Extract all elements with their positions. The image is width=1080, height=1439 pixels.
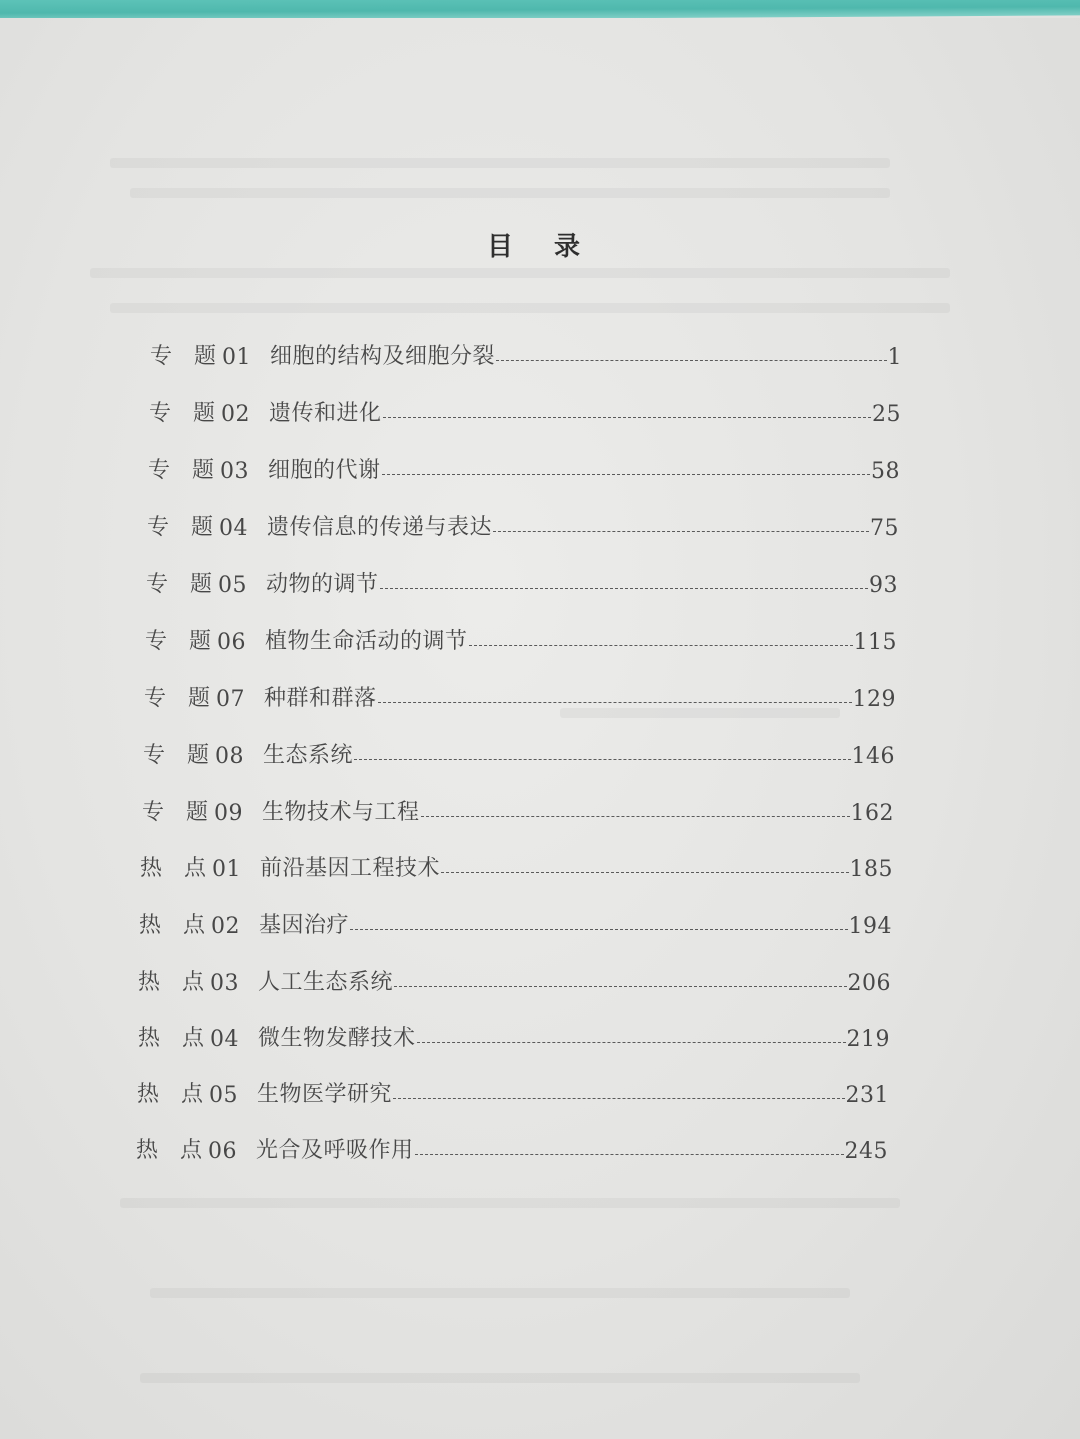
toc-entry-kind: 专 <box>147 515 170 540</box>
toc-entry-title: 微生物发酵技术 <box>258 1026 416 1051</box>
toc-entry-kind: 专 <box>146 572 169 597</box>
toc-entry-title: 种群和群落 <box>264 686 377 711</box>
toc-entry-page: 245 <box>844 1139 888 1164</box>
toc-entry[interactable] <box>142 790 894 826</box>
toc-entry[interactable] <box>143 733 895 769</box>
dot-leader <box>496 360 886 361</box>
toc-entry-page: 75 <box>870 516 899 541</box>
dot-leader <box>378 702 852 703</box>
toc-entry-number: 04 <box>210 1027 239 1052</box>
dot-leader <box>417 1042 846 1043</box>
toc-entry-page: 219 <box>846 1027 890 1052</box>
dot-leader <box>380 588 868 589</box>
toc-entry-page: 115 <box>853 630 897 655</box>
toc-entry-kind-2: 点 <box>182 970 205 995</box>
toc-entry-kind: 专 <box>148 458 171 483</box>
toc-entry-number: 01 <box>212 857 241 882</box>
toc-entry[interactable] <box>136 1128 888 1164</box>
toc-entry-title: 植物生命活动的调节 <box>265 629 468 654</box>
toc-entry-page: 25 <box>872 402 901 427</box>
toc-entry-kind-2: 点 <box>183 913 206 938</box>
toc-entry-kind-2: 题 <box>187 743 210 768</box>
toc-entry-number: 05 <box>218 573 247 598</box>
dot-leader <box>354 759 850 760</box>
toc-entry-number: 04 <box>219 516 248 541</box>
toc-entry-kind: 热 <box>139 913 162 938</box>
toc-entry-page: 231 <box>845 1083 889 1108</box>
dot-leader <box>383 417 871 418</box>
toc-entry-page: 162 <box>850 801 894 826</box>
toc-entry-kind: 热 <box>138 1026 161 1051</box>
toc-entry-number: 01 <box>222 345 251 370</box>
toc-entry-page: 1 <box>887 345 902 370</box>
toc-entry-kind-2: 题 <box>192 458 215 483</box>
toc-entry-number: 05 <box>209 1083 238 1108</box>
toc-entry-title: 基因治疗 <box>259 913 350 938</box>
dot-leader <box>421 816 850 817</box>
dot-leader <box>469 645 853 646</box>
toc-entry-title: 遗传信息的传递与表达 <box>267 515 493 540</box>
toc-entry[interactable] <box>147 505 899 541</box>
toc-entry-kind: 热 <box>138 970 161 995</box>
toc-entry[interactable] <box>139 903 892 939</box>
toc-entry-title: 前沿基因工程技术 <box>260 856 441 881</box>
toc-entry[interactable] <box>138 960 891 996</box>
toc-entry-title: 光合及呼吸作用 <box>256 1138 414 1163</box>
toc-entry-kind-2: 题 <box>189 629 212 654</box>
dot-leader <box>393 1098 844 1099</box>
toc-entry-title: 动物的调节 <box>266 572 379 597</box>
toc-entry-kind-2: 点 <box>184 856 207 881</box>
toc-entry-number: 06 <box>217 630 246 655</box>
toc-entry-kind: 专 <box>143 743 166 768</box>
toc-entry-kind: 热 <box>136 1138 159 1163</box>
toc-entry-kind: 专 <box>145 629 168 654</box>
toc-entry-title: 人工生态系统 <box>258 970 394 995</box>
toc-entry-title: 生物技术与工程 <box>262 800 420 825</box>
dot-leader <box>441 872 848 873</box>
toc-entry[interactable] <box>148 448 900 484</box>
toc-entry-kind: 专 <box>150 344 173 369</box>
toc-entry[interactable] <box>137 1072 889 1108</box>
toc-entry-number: 06 <box>208 1139 237 1164</box>
toc-entry-page: 93 <box>869 573 898 598</box>
toc-entry[interactable] <box>138 1016 890 1052</box>
toc-entry-number: 02 <box>221 402 250 427</box>
toc-title: 目 录 <box>487 232 597 262</box>
toc-entry[interactable] <box>146 562 898 598</box>
toc-entry-kind-2: 题 <box>194 344 217 369</box>
toc-entry-page: 185 <box>849 857 893 882</box>
toc-entry-number: 03 <box>210 971 239 996</box>
toc-entry-page: 58 <box>871 459 900 484</box>
toc-entry-kind-2: 题 <box>190 572 213 597</box>
toc-entry-kind-2: 题 <box>188 686 211 711</box>
toc-entry[interactable] <box>149 391 901 427</box>
dot-leader <box>415 1154 844 1155</box>
toc-entry[interactable] <box>140 846 893 882</box>
toc-entry-kind-2: 题 <box>186 800 209 825</box>
dot-leader <box>382 474 870 475</box>
toc-entry-number: 03 <box>220 459 249 484</box>
toc-entry-number: 02 <box>211 914 240 939</box>
toc-entry[interactable] <box>145 619 897 655</box>
toc-entry-kind: 热 <box>140 856 163 881</box>
toc-entry-number: 09 <box>214 801 243 826</box>
toc-entry-kind-2: 点 <box>180 1138 203 1163</box>
toc-entry-kind: 专 <box>149 401 172 426</box>
toc-entry-page: 146 <box>851 744 895 769</box>
dot-leader <box>350 929 847 930</box>
dot-leader <box>394 986 846 987</box>
toc-entry-kind-2: 题 <box>191 515 214 540</box>
toc-entry-title: 遗传和进化 <box>269 401 382 426</box>
toc-entry-kind: 热 <box>137 1082 160 1107</box>
toc-entry-kind-2: 题 <box>193 401 216 426</box>
toc-entry-page: 129 <box>852 687 896 712</box>
toc-entry-number: 07 <box>216 687 245 712</box>
toc-entry-title: 细胞的代谢 <box>268 458 381 483</box>
toc-entry-kind: 专 <box>142 800 165 825</box>
toc-entry-title: 生物医学研究 <box>257 1082 393 1107</box>
toc-entry[interactable] <box>150 334 902 370</box>
toc-entry-kind-2: 点 <box>181 1082 204 1107</box>
dot-leader <box>493 531 869 532</box>
toc-entry-page: 206 <box>847 971 891 996</box>
toc-entry-kind-2: 点 <box>182 1026 205 1051</box>
toc-entry-number: 08 <box>215 744 244 769</box>
toc-entry-title: 细胞的结构及细胞分裂 <box>270 344 496 369</box>
toc-entry-page: 194 <box>848 914 892 939</box>
toc-entry-kind: 专 <box>144 686 167 711</box>
toc-entry-title: 生态系统 <box>263 743 354 768</box>
toc-entry[interactable] <box>144 676 896 712</box>
